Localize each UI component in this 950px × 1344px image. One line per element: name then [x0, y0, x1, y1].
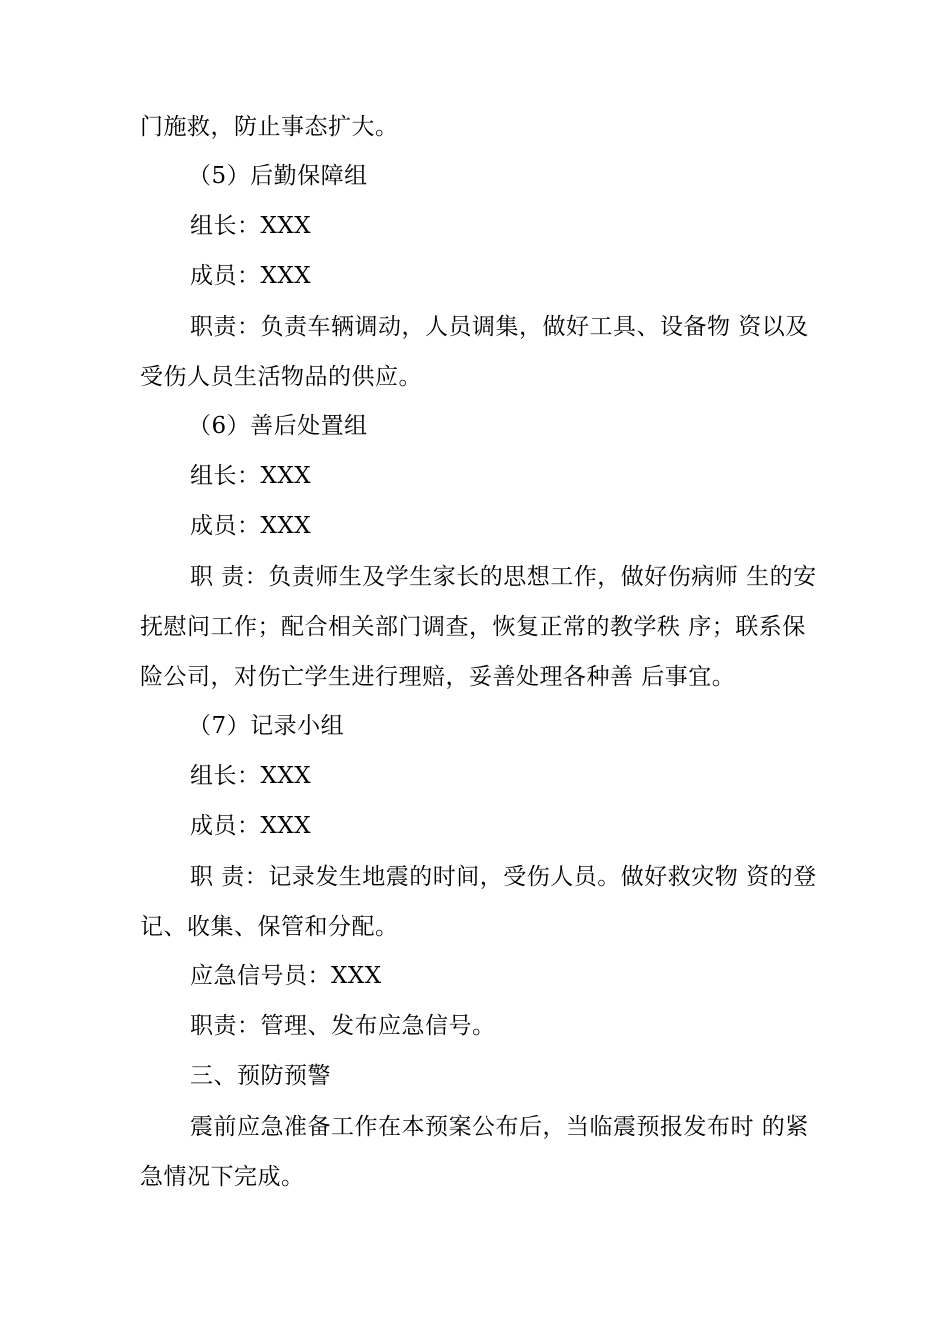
duty-line: 职 责：负责师生及学生家长的思想工作，做好伤病师 生的安	[190, 564, 817, 590]
duty-line: 职 责：记录发生地震的时间，受伤人员。做好救灾物 资的登	[190, 864, 817, 890]
section-heading-prevention: 三、预防预警	[190, 1063, 331, 1089]
section-heading-logistics: （5）后勤保障组	[188, 163, 368, 189]
group-leader-line: 组长：XXX	[190, 213, 312, 239]
duty-line-continued: 抚慰问工作；配合相关部门调查，恢复正常的教学秩 序；联系保	[140, 614, 806, 640]
section-heading-aftermath: （6）善后处置组	[188, 413, 368, 439]
duty-line: 职责：负责车辆调动，人员调集，做好工具、设备物 资以及	[190, 314, 809, 340]
duty-line-continued: 险公司，对伤亡学生进行理赔，妥善处理各种善 后事宜。	[140, 664, 736, 690]
paragraph-line: 门施救，防止事态扩大。	[140, 114, 399, 140]
group-members-line: 成员：XXX	[190, 813, 312, 839]
group-leader-line: 组长：XXX	[190, 763, 312, 789]
group-members-line: 成员：XXX	[190, 513, 312, 539]
group-members-line: 成员：XXX	[190, 263, 312, 289]
signal-officer-line: 应急信号员：XXX	[190, 963, 382, 989]
paragraph-line-continued: 急情况下完成。	[140, 1164, 305, 1190]
paragraph-line: 震前应急准备工作在本预案公布后，当临震预报发布时 的紧	[190, 1114, 809, 1140]
duty-line-continued: 受伤人员生活物品的供应。	[140, 364, 422, 390]
duty-line-continued: 记、收集、保管和分配。	[140, 914, 399, 940]
duty-line: 职责：管理、发布应急信号。	[190, 1013, 496, 1039]
group-leader-line: 组长：XXX	[190, 463, 312, 489]
section-heading-records: （7）记录小组	[188, 713, 345, 739]
